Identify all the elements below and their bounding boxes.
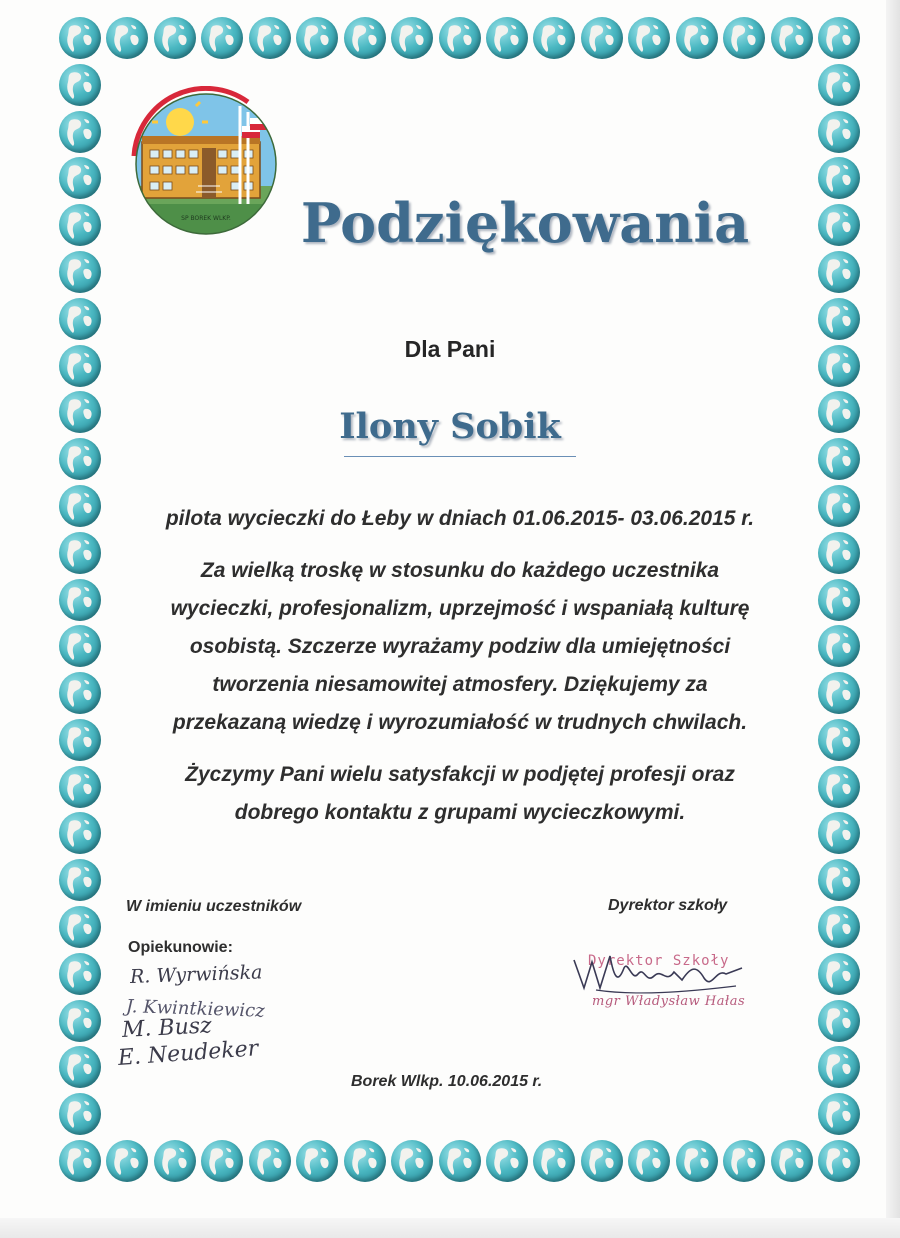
- wishes-line: Życzymy Pani wielu satysfakcji w podjętej profesji oraz: [185, 763, 735, 786]
- recipient-name: Ilony Sobik: [339, 406, 561, 447]
- globe-icon: [154, 17, 196, 59]
- globe-icon: [201, 1140, 243, 1182]
- globe-icon: [818, 906, 860, 948]
- globe-icon: [818, 859, 860, 901]
- guardian-signature: R. Wyrwińska: [129, 961, 263, 988]
- globe-icon: [771, 17, 813, 59]
- globe-icon: [106, 17, 148, 59]
- globe-icon: [296, 17, 338, 59]
- globe-icon: [486, 1140, 528, 1182]
- globe-icon: [818, 719, 860, 761]
- wishes-line: dobrego kontaktu z grupami wycieczkowymi.: [234, 801, 686, 824]
- globe-icon: [723, 17, 765, 59]
- globe-icon: [676, 17, 718, 59]
- role-line: pilota wycieczki do Łeby w dniach 01.06.2015- 03.06.2015 r.: [165, 507, 755, 530]
- globe-icon: [59, 204, 101, 246]
- on-behalf-label: W imieniu uczestników: [126, 898, 302, 915]
- globe-icon: [818, 157, 860, 199]
- guardian-signature: E. Neudeker: [117, 1036, 259, 1071]
- director-label: Dyrektor szkoły: [608, 897, 728, 914]
- globe-icon: [723, 1140, 765, 1182]
- stamp-title: Dyrektor Szkoły: [588, 953, 730, 969]
- globe-icon: [59, 485, 101, 527]
- globe-icon: [818, 812, 860, 854]
- globe-icon: [818, 766, 860, 808]
- thanks-paragraph: [100, 552, 820, 742]
- globe-icon: [59, 812, 101, 854]
- stamp-name: mgr Władysław Hałas: [592, 994, 746, 1009]
- name-underline: [344, 456, 576, 457]
- globe-icon: [818, 532, 860, 574]
- guardian-signature: M. Busz: [121, 1013, 213, 1043]
- thanks-line: wycieczki, profesjonalizm, uprzejmość i wspaniałą kulturę: [170, 597, 750, 620]
- globe-icon: [818, 1140, 860, 1182]
- globe-icon: [59, 906, 101, 948]
- globe-icon: [59, 1093, 101, 1135]
- globe-icon: [59, 251, 101, 293]
- thanks-line: przekazaną wiedzę i wyrozumiałość w trudnych chwilach.: [172, 711, 748, 734]
- globe-icon: [818, 111, 860, 153]
- globe-icon: [249, 1140, 291, 1182]
- globe-icon: [59, 532, 101, 574]
- globe-icon: [296, 1140, 338, 1182]
- globe-icon: [818, 1000, 860, 1042]
- globe-icon: [818, 251, 860, 293]
- globe-icon: [628, 1140, 670, 1182]
- globe-icon: [818, 64, 860, 106]
- globe-icon: [59, 625, 101, 667]
- globe-icon: [818, 579, 860, 621]
- globe-icon: [59, 579, 101, 621]
- globe-icon: [818, 17, 860, 59]
- globe-icon: [818, 298, 860, 340]
- globe-icon: [818, 1093, 860, 1135]
- globe-icon: [59, 953, 101, 995]
- logo-caption: SP BOREK WLKP.: [181, 215, 231, 222]
- globe-icon: [391, 17, 433, 59]
- globe-icon: [533, 17, 575, 59]
- globe-icon: [201, 17, 243, 59]
- globe-icon: [59, 766, 101, 808]
- globe-icon: [344, 1140, 386, 1182]
- globe-icon: [581, 1140, 623, 1182]
- certificate-title: Podziękowania: [300, 191, 750, 255]
- globe-icon: [818, 485, 860, 527]
- globe-icon: [818, 953, 860, 995]
- globe-icon: [439, 17, 481, 59]
- globe-icon: [59, 672, 101, 714]
- globe-icon: [486, 17, 528, 59]
- globe-icon: [59, 1046, 101, 1088]
- globe-icon: [59, 859, 101, 901]
- globe-icon: [106, 1140, 148, 1182]
- globe-icon: [771, 1140, 813, 1182]
- recipient-prefix: Dla Pani: [404, 336, 496, 362]
- globe-icon: [818, 204, 860, 246]
- globe-icon: [391, 1140, 433, 1182]
- globe-icon: [59, 1140, 101, 1182]
- globe-icon: [818, 672, 860, 714]
- globe-icon: [59, 1000, 101, 1042]
- globe-icon: [818, 625, 860, 667]
- globe-icon: [59, 111, 101, 153]
- globe-icon: [533, 1140, 575, 1182]
- globe-icon: [59, 64, 101, 106]
- place-date: Borek Wlkp. 10.06.2015 r.: [351, 1073, 543, 1090]
- thanks-line: osobistą. Szczerze wyrażamy podziw dla umiejętności: [189, 635, 731, 658]
- globe-icon: [59, 157, 101, 199]
- thanks-line: Za wielką troskę w stosunku do każdego uczestnika: [200, 559, 720, 582]
- thanks-line: tworzenia niesamowitej atmosfery. Dziękujemy za: [212, 673, 708, 696]
- guardians-label: Opiekunowie:: [128, 939, 233, 956]
- globe-icon: [344, 17, 386, 59]
- guardian-signature: J. Kwintkiewicz: [125, 996, 266, 1022]
- globe-icon: [249, 17, 291, 59]
- wishes-paragraph: [100, 756, 820, 832]
- globe-icon: [154, 1140, 196, 1182]
- globe-icon: [581, 17, 623, 59]
- globe-icon: [676, 1140, 718, 1182]
- globe-icon: [439, 1140, 481, 1182]
- globe-icon: [628, 17, 670, 59]
- globe-icon: [59, 719, 101, 761]
- globe-icon: [818, 1046, 860, 1088]
- globe-icon: [59, 17, 101, 59]
- school-logo: [128, 86, 286, 236]
- globe-icon: [59, 298, 101, 340]
